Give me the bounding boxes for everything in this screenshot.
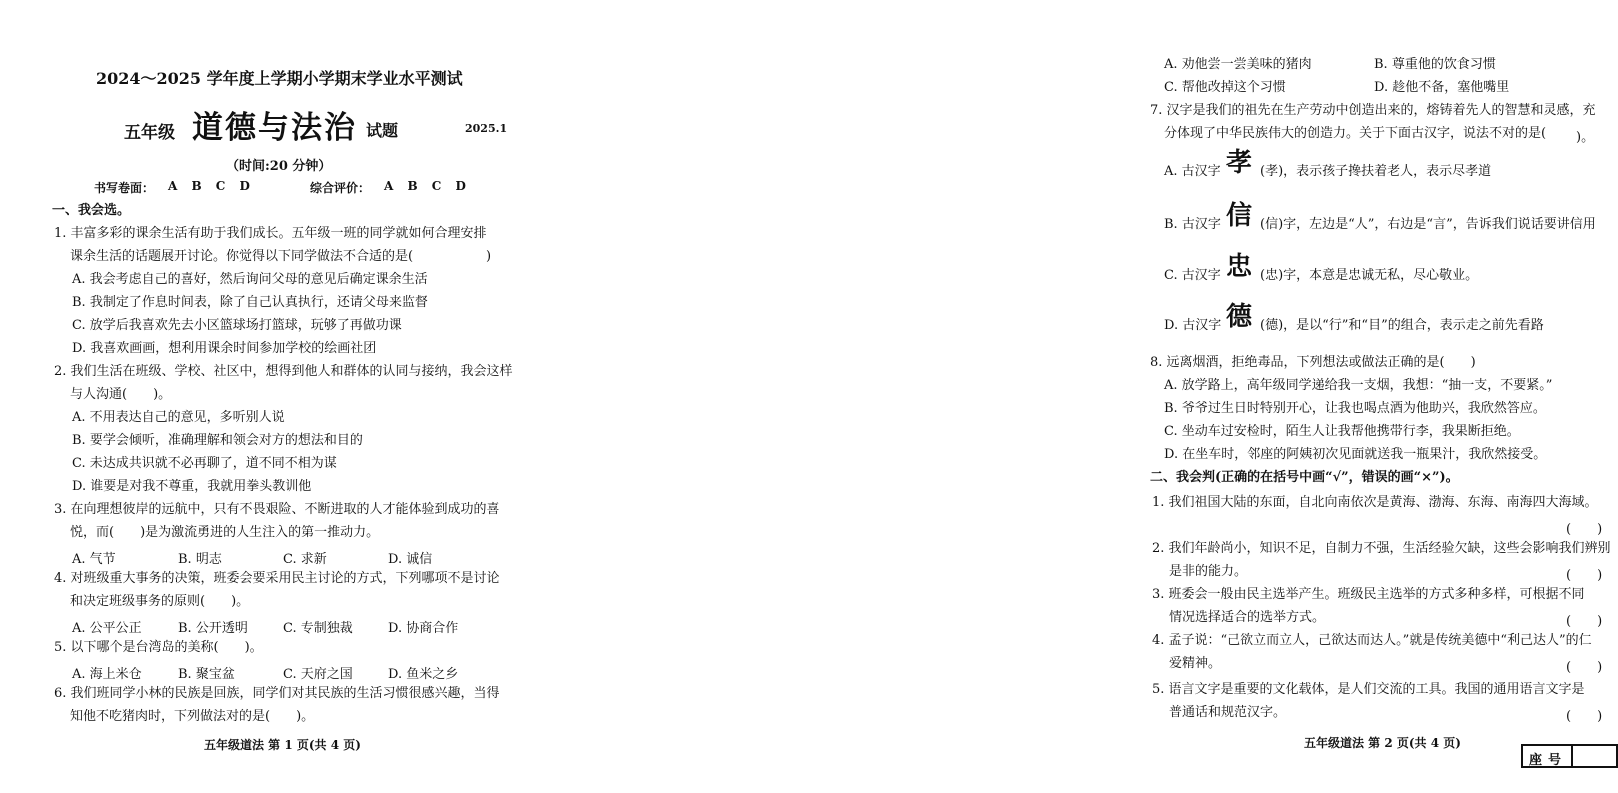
q7-option-b-prefix: B. 古汉字 <box>1164 217 1221 232</box>
q8-line1: 8. 远离烟酒，拒绝毒品，下列想法或做法正确的是( ) <box>1150 355 1476 370</box>
seat-number-label: 座号 <box>1529 753 1568 768</box>
q7-line1: 7. 汉字是我们的祖先在生产劳动中创造出来的，熔铸着先人的智慧和灵感，充 <box>1150 103 1596 118</box>
q7-option-d-prefix: D. 古汉字 <box>1164 318 1222 333</box>
q6-option-c: C. 帮他改掉这个习惯 <box>1164 80 1286 95</box>
section-2-title: 二、我会判(正确的在括号中画“√”，错误的画“×”)。 <box>1150 470 1459 485</box>
q4-line1: 4. 对班级重大事务的决策，班委会要采用民主讨论的方式，下列哪项不是讨论 <box>54 571 500 586</box>
q5-option-d: D. 鱼米之乡 <box>388 667 459 682</box>
overall-grades: A B C D <box>384 179 466 193</box>
q5-option-c: C. 天府之国 <box>283 667 353 682</box>
ancient-zhong-glyph: 忠 <box>1226 252 1253 282</box>
q7-line2: 分体现了中华民族伟大的创造力。关于下面古汉字，说法不对的是( <box>1164 126 1547 141</box>
judge-3-answer: ( ) <box>1566 614 1603 629</box>
q2-option-c: C. 未达成共识就不必再聊了，道不同不相为谋 <box>72 456 337 471</box>
q8-option-c: C. 坐动车过安检时，陌生人让我帮他携带行李，我果断拒绝。 <box>1164 424 1520 439</box>
ancient-xin-glyph: 信 <box>1226 201 1253 231</box>
time-note: （时间:20 分钟） <box>226 159 332 174</box>
overall-label: 综合评价： <box>310 181 371 195</box>
q4-option-b: B. 公开透明 <box>178 621 248 636</box>
q1-line1: 1. 丰富多彩的课余生活有助于我们成长。五年级一班的同学就如何合理安排 <box>54 226 487 241</box>
judge-3-line2: 情况选择适合的选举方式。 <box>1169 610 1326 625</box>
q7-option-a-text: (孝)，表示孩子搀扶着老人，表示尽孝道 <box>1260 164 1492 179</box>
page-2-footer: 五年级道法 第 2 页(共 4 页) <box>1304 736 1461 750</box>
judge-1-answer: ( ) <box>1566 522 1603 537</box>
subject-title: 道德与法治 <box>192 110 357 146</box>
q6-line2: 知他不吃猪肉时，下列做法对的是( )。 <box>70 709 315 724</box>
exam-date: 2025.1 <box>465 122 508 135</box>
q8-option-d: D. 在坐车时，邻座的阿姨初次见面就送我一瓶果汁，我欣然接受。 <box>1164 447 1547 462</box>
judge-2-line2: 是非的能力。 <box>1169 564 1248 579</box>
q3-line2: 悦，而( )是为激流勇进的人生注入的第一推动力。 <box>70 525 380 540</box>
paper-type: 试题 <box>366 121 399 140</box>
seat-box-divider <box>1571 746 1573 766</box>
q5-option-b: B. 聚宝盆 <box>178 667 235 682</box>
q7-option-d-text: (德)，是以“行”和“目”的组合，表示走之前先看路 <box>1260 318 1544 333</box>
q7-paren-end: )。 <box>1576 130 1595 145</box>
q4-option-d: D. 协商合作 <box>388 621 459 636</box>
page-1 <box>0 0 560 793</box>
q4-line2: 和决定班级事务的原则( )。 <box>70 594 250 609</box>
grade-label: 五年级 <box>124 123 175 143</box>
exam-title: 2024～2025 学年度上学期小学期末学业水平测试 <box>96 69 463 88</box>
q3-option-d: D. 诚信 <box>388 552 433 567</box>
q6-option-a: A. 劝他尝一尝美味的猪肉 <box>1164 57 1312 72</box>
q1-paren-end: ) <box>486 249 492 264</box>
q1-option-d: D. 我喜欢画画，想利用课余时间参加学校的绘画社团 <box>72 341 377 356</box>
q4-option-a: A. 公平公正 <box>72 621 142 636</box>
seat-number-box[interactable] <box>1521 744 1618 768</box>
judge-2-answer: ( ) <box>1566 568 1603 583</box>
q5-line1: 5. 以下哪个是台湾岛的美称( )。 <box>54 640 263 655</box>
q1-option-c: C. 放学后我喜欢先去小区篮球场打篮球，玩够了再做功课 <box>72 318 402 333</box>
q6-line1: 6. 我们班同学小林的民族是回族，同学们对其民族的生活习惯很感兴趣，当得 <box>54 686 500 701</box>
q2-option-d: D. 谁要是对我不尊重，我就用拳头教训他 <box>72 479 312 494</box>
q7-option-c-prefix: C. 古汉字 <box>1164 268 1221 283</box>
writing-grades: A B C D <box>168 179 250 193</box>
q3-option-c: C. 求新 <box>283 552 327 567</box>
q6-option-b: B. 尊重他的饮食习惯 <box>1374 57 1496 72</box>
q3-option-b: B. 明志 <box>178 552 222 567</box>
judge-3-line1: 3. 班委会一般由民主选举产生。班级民主选举的方式多种多样，可根据不同 <box>1152 587 1585 602</box>
section-1-title: 一、我会选。 <box>52 203 131 218</box>
judge-5-line1: 5. 语言文字是重要的文化载体，是人们交流的工具。我国的通用语言文字是 <box>1152 682 1585 697</box>
q8-option-a: A. 放学路上，高年级同学递给我一支烟，我想：“抽一支，不要紧。” <box>1164 378 1553 393</box>
judge-4-line2: 爱精神。 <box>1169 656 1222 671</box>
q8-option-b: B. 爷爷过生日时特别开心，让我也喝点酒为他助兴，我欣然答应。 <box>1164 401 1546 416</box>
q1-option-a: A. 我会考虑自己的喜好，然后询问父母的意见后确定课余生活 <box>72 272 428 287</box>
judge-5-line2: 普通话和规范汉字。 <box>1169 705 1287 720</box>
judge-5-answer: ( ) <box>1566 709 1603 724</box>
judge-2-line1: 2. 我们年龄尚小，知识不足，自制力不强，生活经验欠缺，这些会影响我们辨别 <box>1152 541 1611 556</box>
q1-line2: 课余生活的话题展开讨论。你觉得以下同学做法不合适的是( <box>70 249 414 264</box>
q3-option-a: A. 气节 <box>72 552 116 567</box>
q5-option-a: A. 海上米仓 <box>72 667 142 682</box>
judge-4-answer: ( ) <box>1566 660 1603 675</box>
q7-option-b-text: (信)字，左边是“人”，右边是“言”，告诉我们说话要讲信用 <box>1260 217 1596 232</box>
q2-option-a: A. 不用表达自己的意见，多听别人说 <box>72 410 285 425</box>
q7-option-a-prefix: A. 古汉字 <box>1164 164 1221 179</box>
judge-1-line1: 1. 我们祖国大陆的东面，自北向南依次是黄海、渤海、东海、南海四大海域。 <box>1152 495 1598 510</box>
q1-option-b: B. 我制定了作息时间表，除了自己认真执行，还请父母来监督 <box>72 295 428 310</box>
q4-option-c: C. 专制独裁 <box>283 621 353 636</box>
q2-option-b: B. 要学会倾听，准确理解和领会对方的想法和目的 <box>72 433 363 448</box>
judge-4-line1: 4. 孟子说：“己欲立而立人，己欲达而达人。”就是传统美德中“利己达人”的仁 <box>1152 633 1592 648</box>
page-1-footer: 五年级道法 第 1 页(共 4 页) <box>204 738 361 752</box>
q3-line1: 3. 在向理想彼岸的远航中，只有不畏艰险、不断进取的人才能体验到成功的喜 <box>54 502 500 517</box>
page-2 <box>560 0 1611 793</box>
q2-line2: 与人沟通( )。 <box>70 387 172 402</box>
ancient-de-glyph: 德 <box>1226 302 1253 332</box>
q2-line1: 2. 我们生活在班级、学校、社区中，想得到他人和群体的认同与接纳，我会这样 <box>54 364 513 379</box>
q7-option-c-text: (忠)字，本意是忠诚无私，尽心敬业。 <box>1260 268 1479 283</box>
writing-label: 书写卷面： <box>94 181 155 195</box>
q6-option-d: D. 趁他不备，塞他嘴里 <box>1374 80 1510 95</box>
ancient-xiao-glyph: 孝 <box>1226 148 1253 178</box>
